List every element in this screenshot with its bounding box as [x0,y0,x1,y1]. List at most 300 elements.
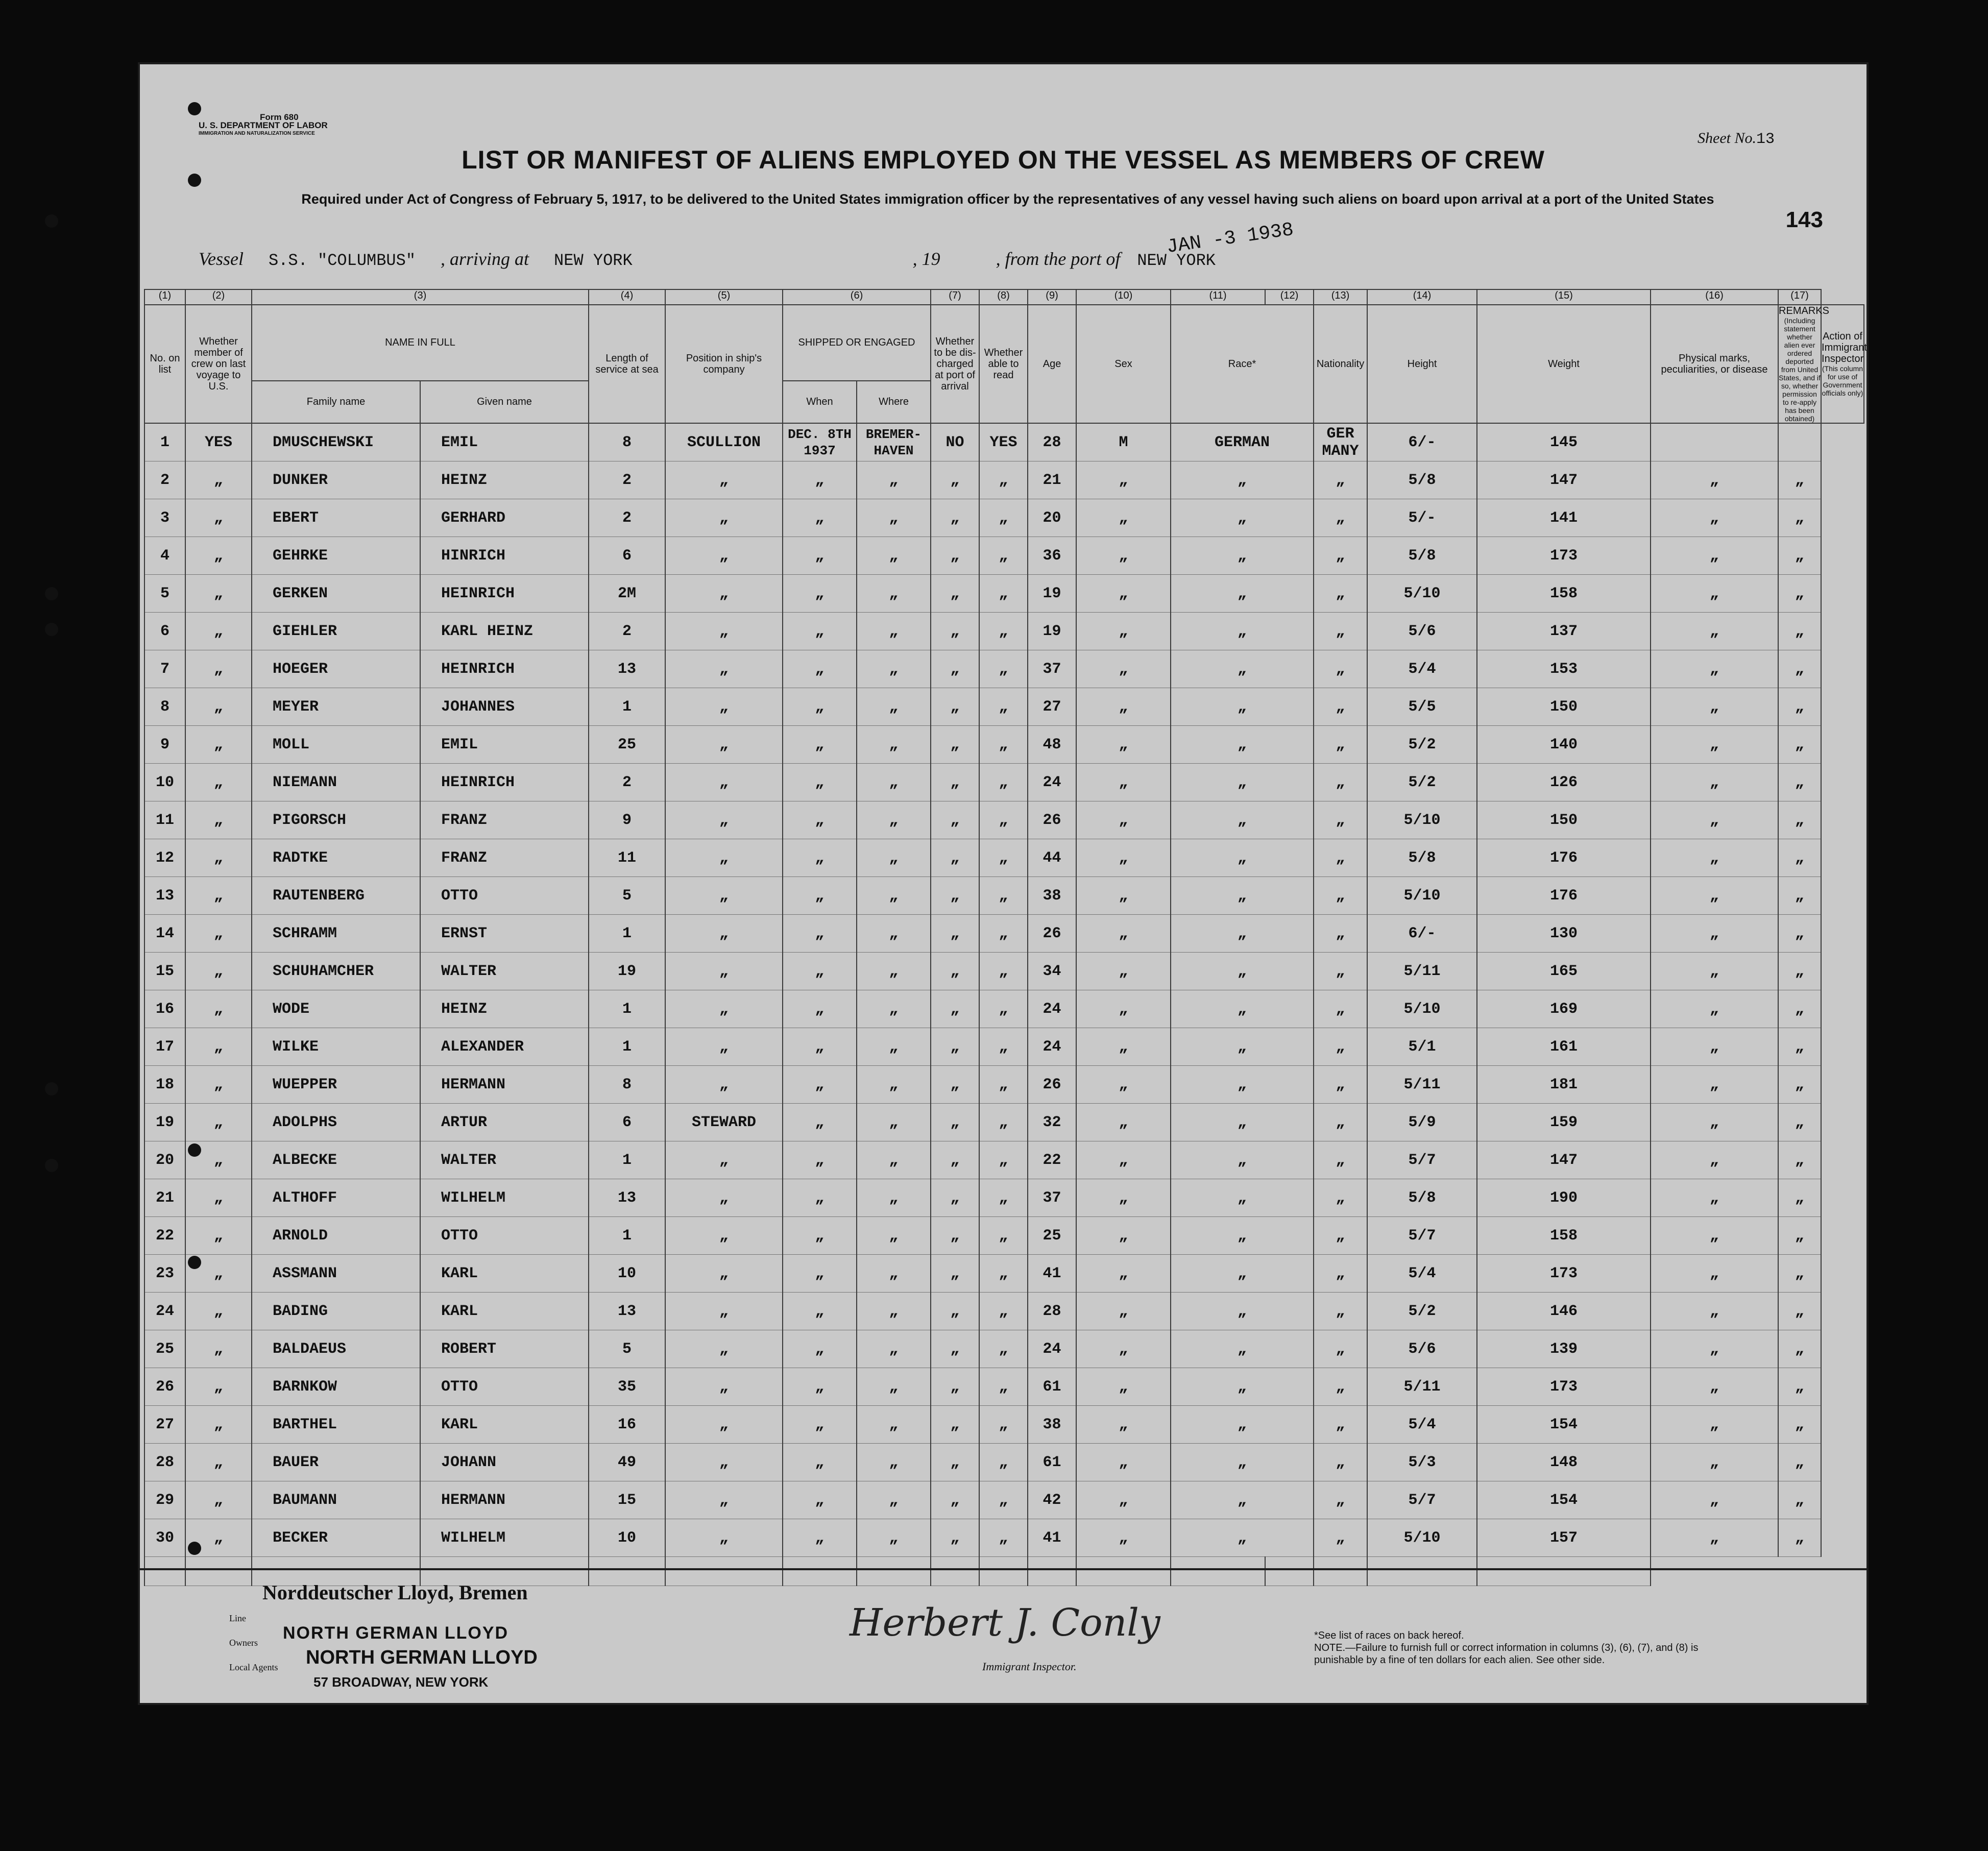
col-weight: Weight [1477,305,1651,423]
age: 25 [1028,1217,1076,1255]
given-name: ALEXANDER [420,1028,589,1066]
to-be-discharged: „ [931,915,979,953]
shipped-when: „ [783,726,857,764]
shipped-when: „ [783,915,857,953]
able-to-read: „ [979,1293,1028,1330]
able-to-read: „ [979,613,1028,650]
height: 5/7 [1367,1141,1477,1179]
physical-marks: „ [1651,461,1778,499]
binder-hole [188,1542,201,1555]
length-of-service: 5 [589,877,665,915]
row-number: 24 [144,1293,185,1330]
age: 37 [1028,1179,1076,1217]
race: „ [1171,877,1314,915]
nationality: „ [1314,953,1367,990]
family-name: WUEPPER [252,1066,420,1104]
given-name: KARL [420,1255,589,1293]
physical-marks: „ [1651,1066,1778,1104]
position: „ [665,1444,783,1481]
given-name: HEINZ [420,990,589,1028]
height: 5/2 [1367,726,1477,764]
crew-row [144,953,1864,990]
length-of-service: 15 [589,1481,665,1519]
weight: 145 [1477,423,1651,461]
nationality: „ [1314,877,1367,915]
member-last-voyage: „ [185,650,252,688]
row-number: 13 [144,877,185,915]
given-name: JOHANNES [420,688,589,726]
weight: 176 [1477,877,1651,915]
position: „ [665,1330,783,1368]
weight: 140 [1477,726,1651,764]
physical-marks: „ [1651,650,1778,688]
col-14-number: (14) [1367,289,1477,305]
row-number: 26 [144,1368,185,1406]
to-be-discharged: „ [931,575,979,613]
nationality: „ [1314,915,1367,953]
age: 19 [1028,613,1076,650]
family-name: EBERT [252,499,420,537]
position: SCULLION [665,423,783,461]
race: „ [1171,726,1314,764]
family-name: BAUMANN [252,1481,420,1519]
able-to-read: „ [979,1519,1028,1557]
crew-row [144,461,1864,499]
shipped-where: „ [857,1330,931,1368]
family-name: MOLL [252,726,420,764]
remarks: „ [1778,1104,1821,1141]
family-name: BALDAEUS [252,1330,420,1368]
physical-marks: „ [1651,726,1778,764]
position: „ [665,1066,783,1104]
shipped-when: „ [783,1444,857,1481]
weight: 148 [1477,1444,1651,1481]
row-number: 9 [144,726,185,764]
form-header [199,113,328,138]
given-name: EMIL [420,423,589,461]
row-number: 22 [144,1217,185,1255]
col-17-number: (17) [1778,289,1821,305]
shipped-where: „ [857,1217,931,1255]
sex: „ [1076,1481,1171,1519]
nationality: „ [1314,537,1367,575]
length-of-service: 1 [589,1141,665,1179]
race: „ [1171,1141,1314,1179]
weight: 141 [1477,499,1651,537]
crew-row [144,1255,1864,1293]
height: 5/2 [1367,764,1477,801]
col-10-number: (10) [1076,289,1171,305]
height: 5/4 [1367,1406,1477,1444]
shipped-when: „ [783,1028,857,1066]
member-last-voyage: „ [185,537,252,575]
col-7-number: (7) [931,289,979,305]
age: 36 [1028,537,1076,575]
binder-hole [45,623,58,636]
physical-marks: „ [1651,575,1778,613]
member-last-voyage: „ [185,1066,252,1104]
weight: 126 [1477,764,1651,801]
height: 5/10 [1367,575,1477,613]
position: „ [665,726,783,764]
height: 5/3 [1367,1444,1477,1481]
length-of-service: 16 [589,1406,665,1444]
sex: „ [1076,613,1171,650]
position: „ [665,461,783,499]
member-last-voyage: „ [185,575,252,613]
given-name: FRANZ [420,801,589,839]
line-value: Norddeutscher Lloyd, Bremen [262,1581,528,1604]
physical-marks: „ [1651,1293,1778,1330]
age: 24 [1028,1028,1076,1066]
able-to-read: „ [979,1406,1028,1444]
to-be-discharged: „ [931,990,979,1028]
sex: „ [1076,688,1171,726]
weight: 137 [1477,613,1651,650]
shipped-when: „ [783,1217,857,1255]
vessel-line [199,248,1807,270]
remarks: „ [1778,1406,1821,1444]
weight: 158 [1477,1217,1651,1255]
crew-row [144,423,1864,461]
position: STEWARD [665,1104,783,1141]
col-discharged: Whether to be dis-charged at port of arrival [931,305,979,423]
physical-marks: „ [1651,688,1778,726]
length-of-service: 8 [589,423,665,461]
row-number: 20 [144,1141,185,1179]
able-to-read: „ [979,575,1028,613]
row-number: 11 [144,801,185,839]
shipped-where: „ [857,953,931,990]
family-name: MEYER [252,688,420,726]
given-name: HEINRICH [420,764,589,801]
able-to-read: „ [979,1444,1028,1481]
given-name: ARTUR [420,1104,589,1141]
race: „ [1171,650,1314,688]
family-name: PIGORSCH [252,801,420,839]
crew-manifest-table [144,289,1867,1586]
physical-marks: „ [1651,1104,1778,1141]
physical-marks: „ [1651,1255,1778,1293]
able-to-read: „ [979,1066,1028,1104]
physical-marks: „ [1651,990,1778,1028]
shipped-when: „ [783,801,857,839]
vessel-label: Vessel [199,249,244,269]
position: „ [665,877,783,915]
nationality: „ [1314,801,1367,839]
member-last-voyage: „ [185,1217,252,1255]
sex: „ [1076,1255,1171,1293]
race: „ [1171,990,1314,1028]
able-to-read: „ [979,1028,1028,1066]
shipped-where: „ [857,1066,931,1104]
row-number: 7 [144,650,185,688]
race: „ [1171,499,1314,537]
crew-row [144,839,1864,877]
age: 26 [1028,801,1076,839]
form-number: Form 680 [260,112,299,122]
races-note: *See list of races on back hereof. [1314,1630,1464,1641]
nationality: „ [1314,575,1367,613]
row-number: 18 [144,1066,185,1104]
given-name: GERHARD [420,499,589,537]
sex: „ [1076,915,1171,953]
given-name: OTTO [420,1217,589,1255]
physical-marks: „ [1651,1141,1778,1179]
member-last-voyage: „ [185,953,252,990]
to-be-discharged: „ [931,726,979,764]
arriving-port: NEW YORK [554,251,633,270]
shipped-when: „ [783,1293,857,1330]
to-be-discharged: „ [931,839,979,877]
member-last-voyage: „ [185,1028,252,1066]
family-name: RADTKE [252,839,420,877]
crew-row [144,1028,1864,1066]
shipped-when: „ [783,1141,857,1179]
table-body [144,423,1864,1586]
height: 5/- [1367,499,1477,537]
family-name: SCHUHAMCHER [252,953,420,990]
sheet-number-label: Sheet No. [1698,130,1756,147]
age: 44 [1028,839,1076,877]
nationality: „ [1314,1481,1367,1519]
remarks: „ [1778,688,1821,726]
family-name: HOEGER [252,650,420,688]
weight: 150 [1477,688,1651,726]
length-of-service: 10 [589,1519,665,1557]
height: 5/7 [1367,1217,1477,1255]
binder-hole [45,1159,58,1172]
weight: 161 [1477,1028,1651,1066]
given-name: WALTER [420,953,589,990]
shipped-where: „ [857,1444,931,1481]
sex: „ [1076,1217,1171,1255]
col-position: Position in ship's company [665,305,783,423]
nationality: „ [1314,1406,1367,1444]
shipped-where: „ [857,801,931,839]
nationality: „ [1314,1066,1367,1104]
length-of-service: 5 [589,1330,665,1368]
family-name: GIEHLER [252,613,420,650]
length-of-service: 1 [589,915,665,953]
row-number: 5 [144,575,185,613]
shipped-where: „ [857,650,931,688]
weight: 176 [1477,839,1651,877]
remarks: „ [1778,953,1821,990]
able-to-read: „ [979,1104,1028,1141]
physical-marks: „ [1651,1330,1778,1368]
able-to-read: „ [979,877,1028,915]
race: „ [1171,801,1314,839]
able-to-read: „ [979,1255,1028,1293]
physical-marks: „ [1651,801,1778,839]
able-to-read: „ [979,953,1028,990]
given-name: FRANZ [420,839,589,877]
given-name: OTTO [420,877,589,915]
crew-row [144,1481,1864,1519]
shipped-where: „ [857,1179,931,1217]
binder-hole [188,102,201,115]
nationality: „ [1314,1141,1367,1179]
height: 5/10 [1367,990,1477,1028]
form-department: U. S. DEPARTMENT OF LABOR [199,120,328,130]
row-number: 16 [144,990,185,1028]
position: „ [665,1141,783,1179]
row-number: 6 [144,613,185,650]
given-name: HERMANN [420,1066,589,1104]
shipped-where: „ [857,1481,931,1519]
family-name: SCHRAMM [252,915,420,953]
shipped-when: „ [783,461,857,499]
crew-row [144,1066,1864,1104]
race: „ [1171,839,1314,877]
shipped-where: „ [857,1104,931,1141]
crew-row [144,915,1864,953]
col-16-number: (16) [1651,289,1778,305]
length-of-service: 1 [589,1028,665,1066]
weight: 159 [1477,1104,1651,1141]
age: 37 [1028,650,1076,688]
race: „ [1171,1104,1314,1141]
given-name: HERMANN [420,1481,589,1519]
length-of-service: 13 [589,650,665,688]
length-of-service: 1 [589,1217,665,1255]
position: „ [665,839,783,877]
binder-hole [45,587,58,600]
to-be-discharged: „ [931,1293,979,1330]
sex: „ [1076,1368,1171,1406]
to-be-discharged: „ [931,1519,979,1557]
shipped-where: „ [857,915,931,953]
physical-marks: „ [1651,1028,1778,1066]
col-15-number: (15) [1477,289,1651,305]
height: 5/6 [1367,613,1477,650]
physical-marks: „ [1651,537,1778,575]
able-to-read: „ [979,1179,1028,1217]
binder-hole [45,1082,58,1095]
height: 5/7 [1367,1481,1477,1519]
length-of-service: 9 [589,801,665,839]
position: „ [665,499,783,537]
race: „ [1171,1217,1314,1255]
weight: 147 [1477,1141,1651,1179]
shipped-where: „ [857,461,931,499]
age: 41 [1028,1519,1076,1557]
row-number: 21 [144,1179,185,1217]
arriving-label: , arriving at [441,249,529,269]
height: 5/11 [1367,953,1477,990]
family-name: GERKEN [252,575,420,613]
physical-marks: „ [1651,915,1778,953]
able-to-read: „ [979,499,1028,537]
arrival-date-stamp: JAN -3 1938 [1165,218,1295,259]
shipped-when: „ [783,953,857,990]
position: „ [665,801,783,839]
shipped-when: „ [783,575,857,613]
remarks: „ [1778,1255,1821,1293]
weight: 153 [1477,650,1651,688]
race: „ [1171,461,1314,499]
shipped-where: „ [857,990,931,1028]
age: 28 [1028,423,1076,461]
weight: 147 [1477,461,1651,499]
remarks: „ [1778,1481,1821,1519]
given-name: KARL [420,1293,589,1330]
member-last-voyage: „ [185,877,252,915]
length-of-service: 13 [589,1179,665,1217]
shipped-where: „ [857,575,931,613]
able-to-read: YES [979,423,1028,461]
able-to-read: „ [979,726,1028,764]
col-able-to-read: Whether able to read [979,305,1028,423]
form-service: IMMIGRATION AND NATURALIZATION SERVICE [199,131,315,136]
col-sex: Sex [1076,305,1171,423]
line-label: Line [229,1613,246,1623]
remarks: „ [1778,764,1821,801]
physical-marks: „ [1651,953,1778,990]
nationality: „ [1314,499,1367,537]
length-of-service: 35 [589,1368,665,1406]
length-of-service: 2M [589,575,665,613]
remarks-title: REMARKS [1779,305,1829,316]
shipped-when: „ [783,1481,857,1519]
shipped-where: „ [857,613,931,650]
height: 6/- [1367,915,1477,953]
shipped-where: „ [857,1406,931,1444]
age: 61 [1028,1444,1076,1481]
age: 28 [1028,1293,1076,1330]
sheet-number-value: 13 [1756,131,1775,148]
able-to-read: „ [979,1368,1028,1406]
remarks: „ [1778,839,1821,877]
shipped-where: „ [857,1255,931,1293]
weight: 173 [1477,537,1651,575]
length-of-service: 1 [589,688,665,726]
manifest-footer [140,1568,1866,1703]
able-to-read: „ [979,764,1028,801]
shipped-when: „ [783,613,857,650]
crew-row [144,764,1864,801]
sex: „ [1076,1406,1171,1444]
action-note: (This column for use of Government officials only) [1822,364,1863,397]
crew-row [144,650,1864,688]
able-to-read: „ [979,1330,1028,1368]
shipped-where: „ [857,1368,931,1406]
race: „ [1171,953,1314,990]
position: „ [665,990,783,1028]
to-be-discharged: „ [931,1104,979,1141]
member-last-voyage: „ [185,1368,252,1406]
race: „ [1171,1293,1314,1330]
col-no-on-list: No. on list [144,305,185,423]
col-13-number: (13) [1314,289,1367,305]
col-6-number: (6) [783,289,931,305]
member-last-voyage: „ [185,613,252,650]
remarks: „ [1778,537,1821,575]
length-of-service: 6 [589,537,665,575]
from-port: NEW YORK [1137,251,1216,270]
crew-row [144,877,1864,915]
able-to-read: „ [979,990,1028,1028]
agents-label: Local Agents [229,1662,278,1672]
col-5-number: (5) [665,289,783,305]
sex: „ [1076,726,1171,764]
crew-row [144,1406,1864,1444]
shipped-where: „ [857,764,931,801]
crew-row [144,1179,1864,1217]
member-last-voyage: „ [185,688,252,726]
length-of-service: 10 [589,1255,665,1293]
